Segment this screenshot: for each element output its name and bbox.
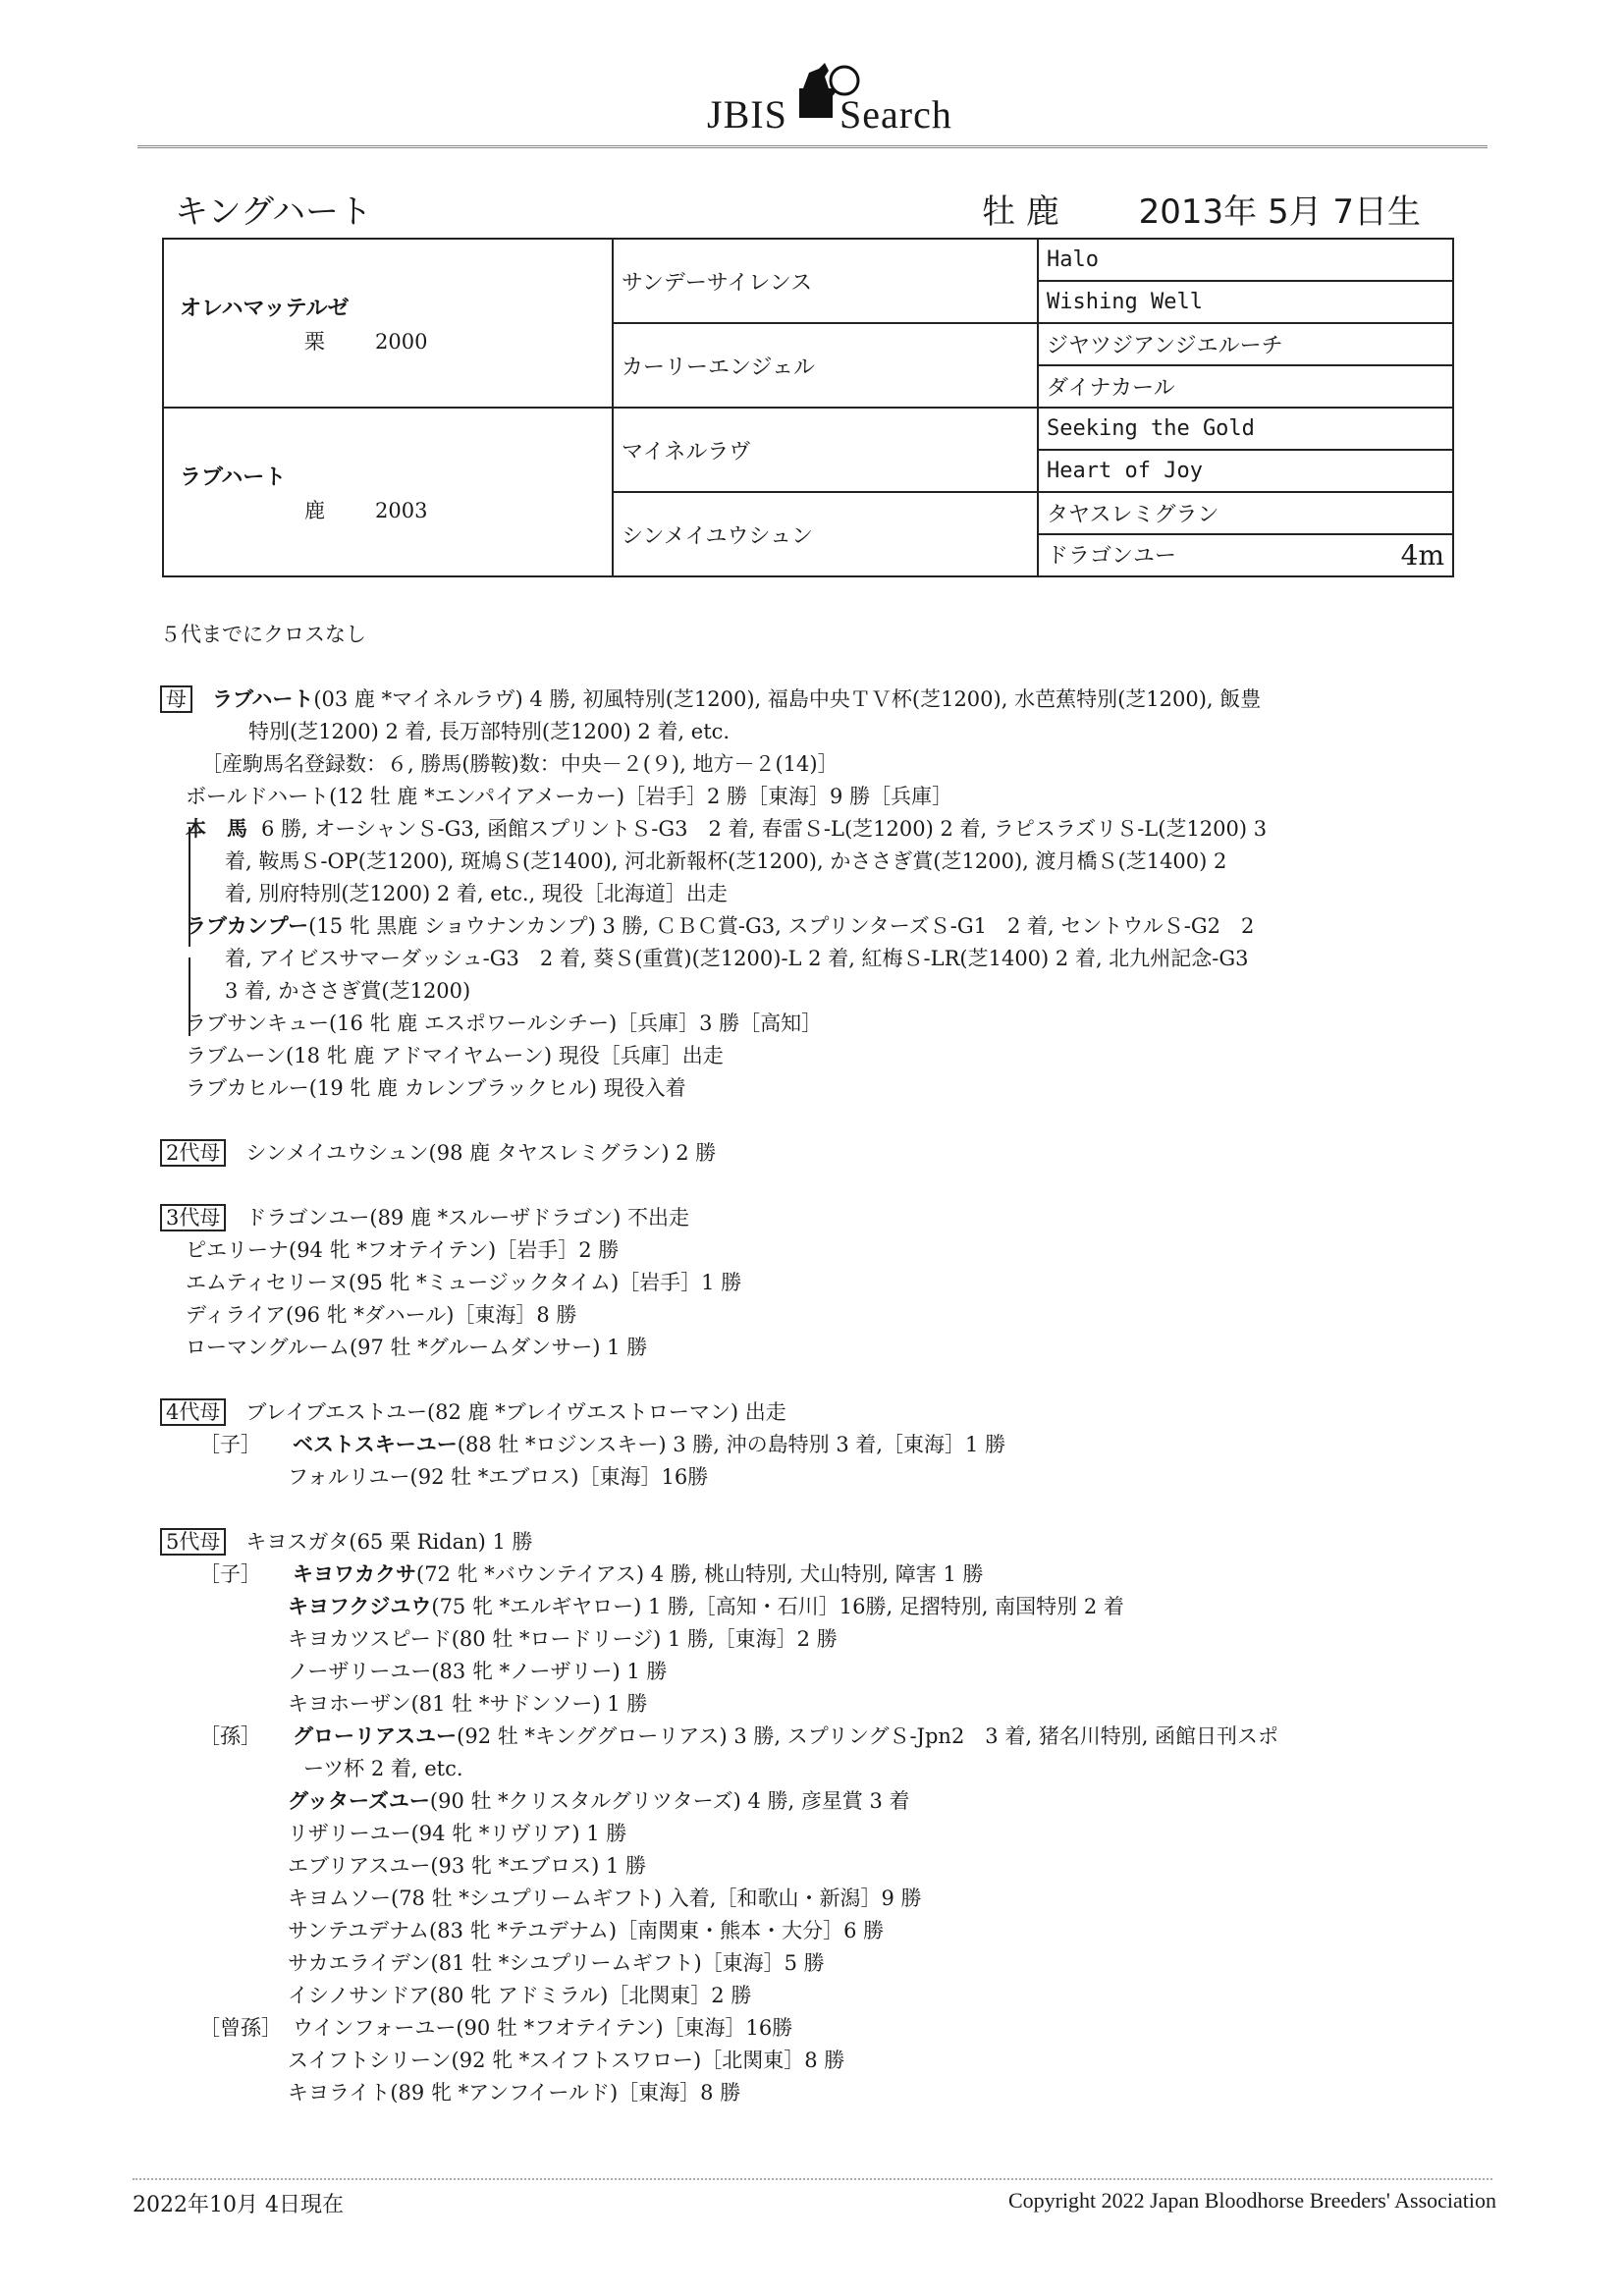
gen5-child-3: キヨカツスピード(80 牡 *ロードリージ) 1 勝,［東海］2 勝 — [288, 1627, 838, 1651]
pedigree-gen2-1: サンデーサイレンス — [613, 239, 1038, 323]
gen5-grand-4: エブリアスユー(93 牝 *エブロス) 1 勝 — [288, 1854, 646, 1878]
gen3-line-1: ピエリーナ(94 牝 *フオテイテン)［岩手］2 勝 — [186, 1238, 620, 1262]
horse-birth: 2013年 5月 7日生 — [1138, 192, 1422, 232]
logo-text-search: Search — [839, 92, 952, 137]
gen5-grand-2: グッターズユー(90 牡 *クリスタルグリツターズ) 4 勝, 彦星賞 3 着 — [288, 1789, 910, 1813]
pedigree-gen3-3: ジヤツジアンジエルーチ — [1038, 323, 1453, 365]
header-divider — [137, 145, 1488, 148]
dam-name: ラブハート — [180, 465, 287, 490]
footer-copyright: Copyright 2022 Japan Bloodhorse Breeders' Association — [1007, 2188, 1496, 2213]
dam-info — [172, 495, 604, 524]
dam-label: 母 — [160, 685, 192, 713]
pedigree-table — [162, 238, 1454, 577]
pedigree-gen3-7: タヤスレミグラン — [1038, 492, 1453, 534]
gen5-grand-5: キヨムソー(78 牡 *シユプリームギフト) 入着,［和歌山・新潟］9 勝 — [288, 1886, 922, 1910]
gen5-great-3: キヨライト(89 牝 *アンフイールド)［東海］8 勝 — [288, 2081, 741, 2105]
pedigree-gen3-2: Wishing Well — [1038, 281, 1453, 323]
gen5-grand-1: ［孫］ グローリアスユー(92 牡 *キンググローリアス) 3 勝, スプリングＳ-Jpn2 3 着, 猪名川特別, 函館日刊スポ — [199, 1724, 1279, 1748]
gen5-great-2: スイフトシリーン(92 牝 *スイフトスワロー)［北関東］8 勝 — [288, 2049, 845, 2072]
dam-line-5: 本 馬 6 勝, オーシャンＳ-G3, 函館スプリントＳ-G3 2 着, 春雷Ｓ-L(芝1200) 2 着, ラピスラズリＳ-L(芝1200) 3 — [186, 817, 1268, 841]
pedigree-gen3-1: Halo — [1038, 239, 1453, 281]
gen3-line-3: ディライア(96 牝 *ダハール)［東海］8 勝 — [186, 1303, 577, 1327]
dam-line-11: ラブサンキュー(16 牝 鹿 エスポワールシチー)［兵庫］3 勝［高知］ — [186, 1011, 823, 1035]
horse-info — [982, 185, 1421, 233]
pedigree-gen3-8-name: ドラゴンユー — [1047, 544, 1177, 569]
gen5-grand-1-cont: ーツ杯 2 着, etc. — [303, 1757, 463, 1780]
dam-line-2: 特別(芝1200) 2 着, 長万部特別(芝1200) 2 着, etc. — [248, 720, 731, 743]
footer-date: 2022年10月 4日現在 — [133, 2193, 344, 2217]
dam-line-4: ボールドハート(12 牡 鹿 *エンパイアメーカー)［岩手］2 勝［東海］9 勝［兵庫］ — [186, 785, 953, 808]
gen5-grand-6: サンテユデナム(83 牝 *テユデナム)［南関東・熊本・大分］6 勝 — [288, 1919, 885, 1942]
pedigree-dam — [163, 408, 613, 576]
logo-text-jbis: JBIS — [707, 92, 787, 137]
pedigree-gen3-5: Seeking the Gold — [1038, 408, 1453, 450]
gen2-label: 2代母 — [160, 1139, 226, 1167]
gen5-child-1: ［子］ キヨワカクサ(72 牝 *バウンテイアス) 4 勝, 桃山特別, 犬山特別, 障害 1 勝 — [199, 1562, 984, 1586]
horse-color: 鹿 — [1025, 192, 1059, 232]
gen5-grand-8: イシノサンドア(80 牝 アドミラル)［北関東］2 勝 — [288, 1984, 752, 2007]
gen4-head: 4代母 ブレイブエストユー(82 鹿 *ブレイヴエストローマン) 出走 — [160, 1396, 1368, 1429]
gen5-grand-3: リザリーユー(94 牝 *リヴリア) 1 勝 — [288, 1822, 627, 1845]
mutation-note: 4m — [1400, 539, 1444, 572]
gen5-child-2: キヨフクジユウ(75 牝 *エルギヤロー) 1 勝,［高知・石川］16勝, 足摺特別, 南国特別 2 着 — [288, 1595, 1124, 1618]
gen5-grand-7: サカエライデン(81 牡 *シユプリームギフト)［東海］5 勝 — [288, 1951, 825, 1975]
pedigree-gen3-4: ダイナカール — [1038, 365, 1453, 408]
dam-color: 鹿 — [304, 498, 325, 522]
pedigree-sire — [163, 239, 613, 408]
dam-line-12: ラブムーン(18 牝 鹿 アドマイヤムーン) 現役［兵庫］出走 — [186, 1044, 724, 1067]
cross-note: ５代までにクロスなし — [160, 623, 366, 646]
dam-line-10: 3 着, かささぎ賞(芝1200) — [225, 979, 471, 1003]
dam-line-9: 着, アイビスサマーダッシュ-G3 2 着, 葵Ｓ(重賞)(芝1200)-L 2 着, 紅梅Ｓ-LR(芝1400) 2 着, 北九州記念-G3 — [225, 947, 1249, 970]
dam-line-13: ラブカヒルー(19 牝 鹿 カレンブラックヒル) 現役入着 — [186, 1076, 686, 1100]
dam-line-7: 着, 別府特別(芝1200) 2 着, etc., 現役［北海道］出走 — [225, 882, 728, 905]
pedigree-gen3-8 — [1038, 534, 1453, 576]
dam-year: 2003 — [375, 498, 428, 522]
gen3-line-4: ローマングルーム(97 牡 *グルームダンサー) 1 勝 — [186, 1336, 648, 1359]
gen3-line-2: エムティセリーヌ(95 牝 *ミュージックタイム)［岩手］1 勝 — [186, 1271, 742, 1294]
horse-name: キングハート — [175, 192, 372, 232]
gen4-label: 4代母 — [160, 1398, 226, 1426]
sire-info — [172, 326, 604, 355]
gen3-label: 3代母 — [160, 1204, 226, 1231]
dam-line-1: 母 ラブハート(03 鹿 *マイネルラヴ) 4 勝, 初風特別(芝1200), 福島中央ＴＶ杯(芝1200), 水芭蕉特別(芝1200), 飯豊 — [160, 683, 1368, 716]
horse-sex: 牡 — [982, 192, 1015, 232]
gen4-line-1: ［子］ ベストスキーユー(88 牡 *ロジンスキー) 3 勝, 沖の島特別 3 着,［東海］1 勝 — [199, 1433, 1006, 1456]
sire-year: 2000 — [375, 329, 428, 354]
sire-color: 栗 — [304, 329, 325, 354]
pedigree-gen3-6: Heart of Joy — [1038, 450, 1453, 492]
pedigree-gen2-2: カーリーエンジェル — [613, 323, 1038, 408]
pedigree-notes — [160, 619, 1368, 2109]
gen3-head: 3代母 ドラゴンユー(89 鹿 *スルーザドラゴン) 不出走 — [160, 1202, 1368, 1234]
gen5-child-4: ノーザリーユー(83 牝 *ノーザリー) 1 勝 — [288, 1660, 668, 1683]
pedigree-gen2-4: シンメイユウシュン — [613, 492, 1038, 576]
gen5-head: 5代母 キヨスガタ(65 栗 Ridan) 1 勝 — [160, 1526, 1368, 1558]
dam-line-3: ［産駒馬名登録数：６, 勝馬(勝鞍)数：中央－２(９), 地方－２(14)］ — [201, 752, 839, 776]
sire-name: オレハマッテルゼ — [180, 296, 350, 321]
pedigree-gen2-3: マイネルラヴ — [613, 408, 1038, 492]
gen5-label: 5代母 — [160, 1528, 226, 1556]
jbis-logo — [707, 59, 952, 137]
dam-line-8: ラブカンプー(15 牝 黒鹿 ショウナンカンプ) 3 勝, ＣＢＣ賞-G3, スプリンターズＳ-G1 2 着, セントウルＳ-G2 2 — [186, 914, 1255, 938]
gen5-child-5: キヨホーザン(81 牡 *サドンソー) 1 勝 — [288, 1692, 648, 1716]
footer-divider — [133, 2178, 1492, 2180]
dam-line-6: 着, 鞍馬Ｓ-OP(芝1200), 斑鳩Ｓ(芝1400), 河北新報杯(芝1200), かささぎ賞(芝1200), 渡月橋Ｓ(芝1400) 2 — [225, 849, 1227, 873]
gen5-great-1: ［曾孫］ ウインフォーユー(90 牡 *フオテイテン)［東海］16勝 — [199, 2016, 793, 2040]
gen4-line-2: フォルリユー(92 牡 *エブロス)［東海］16勝 — [288, 1465, 709, 1489]
gen2-line: 2代母 シンメイユウシュン(98 鹿 タヤスレミグラン) 2 勝 — [160, 1137, 1368, 1170]
